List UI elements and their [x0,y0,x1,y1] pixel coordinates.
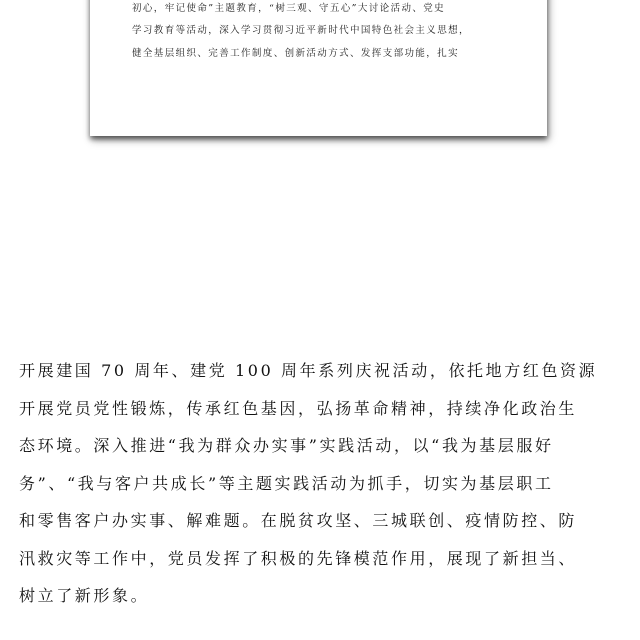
preview-text-line: 健全基层组织、完善工作制度、创新活动方式、发挥支部功能，扎实 [132,48,460,59]
body-text-line: 汛救灾等工作中，党员发挥了积极的先锋模范作用，展现了新担当、 [19,548,578,568]
body-text-line: 开展党员党性锻炼，传承红色基因，弘扬革命精神，持续净化政治生 [19,398,578,418]
document-page-preview [90,0,547,136]
body-text-line: 开展建国 70 周年、建党 100 周年系列庆祝活动，依托地方红色资源 [19,361,598,380]
body-text-line: 树立了新形象。 [19,586,150,605]
body-paragraph [19,352,598,615]
body-text-line: 态环境。深入推进“我为群众办实事”实践活动，以“我为基层服好 [19,436,554,455]
body-text-line: 和零售客户办实事、解难题。在脱贫攻坚、三城联创、疫情防控、防 [19,511,578,530]
body-text-line: 务”、“我与客户共成长”等主题实践活动为抓手，切实为基层职工 [19,473,554,493]
preview-text-line: 初心，牢记使命”主题教育，“树三观、守五心”大讨论活动、党史 [132,3,446,14]
preview-text-line: 学习教育等活动，深入学习贯彻习近平新时代中国特色社会主义思想， [132,25,470,36]
